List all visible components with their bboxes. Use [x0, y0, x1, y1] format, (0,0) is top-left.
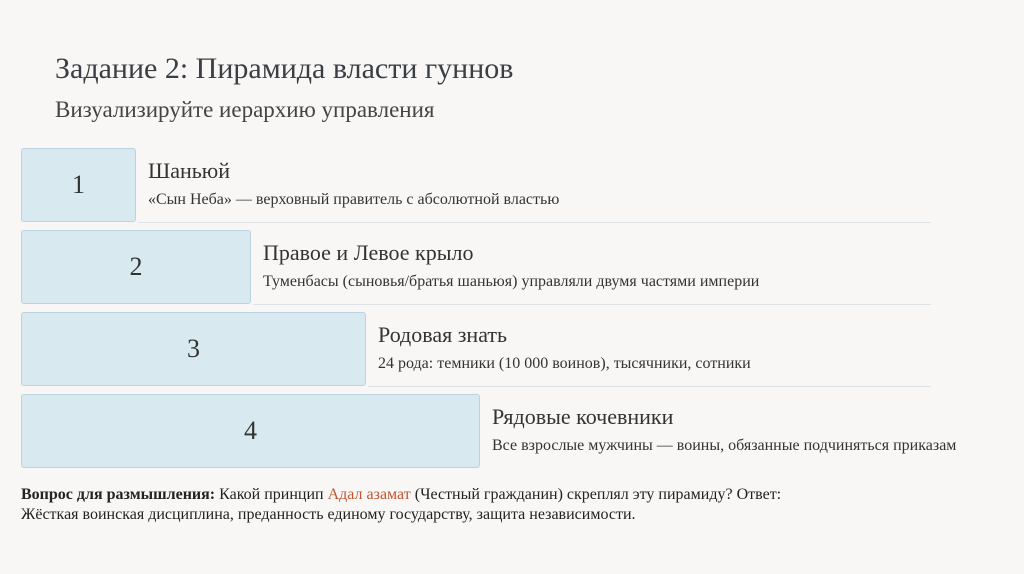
- level-3-desc: 24 рода: темники (10 000 воинов), тысячники, сотники: [378, 355, 751, 372]
- question-label: Вопрос для размышления:: [21, 486, 216, 503]
- level-1-box: [21, 148, 136, 222]
- level-4-box: [21, 394, 480, 468]
- page-title: Задание 2: Пирамида власти гуннов: [55, 52, 514, 85]
- level-2-box: [21, 230, 251, 304]
- question-answer: Жёсткая воинская дисциплина, преданность единому государству, защита независимости.: [21, 506, 636, 523]
- level-1-number: 1: [72, 170, 85, 199]
- level-3-divider: [368, 386, 931, 387]
- level-1-name: Шаньюй: [148, 158, 230, 183]
- level-2-divider: [253, 304, 931, 305]
- level-2-desc: Туменбасы (сыновья/братья шаньюя) управляли двумя частями империи: [263, 273, 760, 290]
- reflection-question: [21, 485, 1001, 525]
- level-1-desc: «Сын Неба» — верховный правитель с абсолютной властью: [148, 191, 560, 208]
- question-highlight: Адал азамат: [327, 486, 411, 503]
- question-text-after: (Честный гражданин) скреплял эту пирамиду? Ответ:: [410, 486, 782, 503]
- level-4-name: Рядовые кочевники: [492, 404, 674, 429]
- level-1-divider: [138, 222, 931, 223]
- page-subtitle: Визуализируйте иерархию управления: [55, 97, 435, 122]
- level-2-number: 2: [129, 252, 143, 281]
- level-2-name: Правое и Левое крыло: [263, 240, 474, 265]
- level-3-box: [21, 312, 366, 386]
- level-3-name: Родовая знать: [378, 322, 508, 347]
- level-3-number: 3: [187, 334, 200, 363]
- level-4-number: 4: [244, 416, 257, 445]
- level-4-desc: Все взрослые мужчины — воины, обязанные подчиняться приказам: [492, 437, 957, 454]
- question-text-before: Какой принцип: [215, 486, 328, 503]
